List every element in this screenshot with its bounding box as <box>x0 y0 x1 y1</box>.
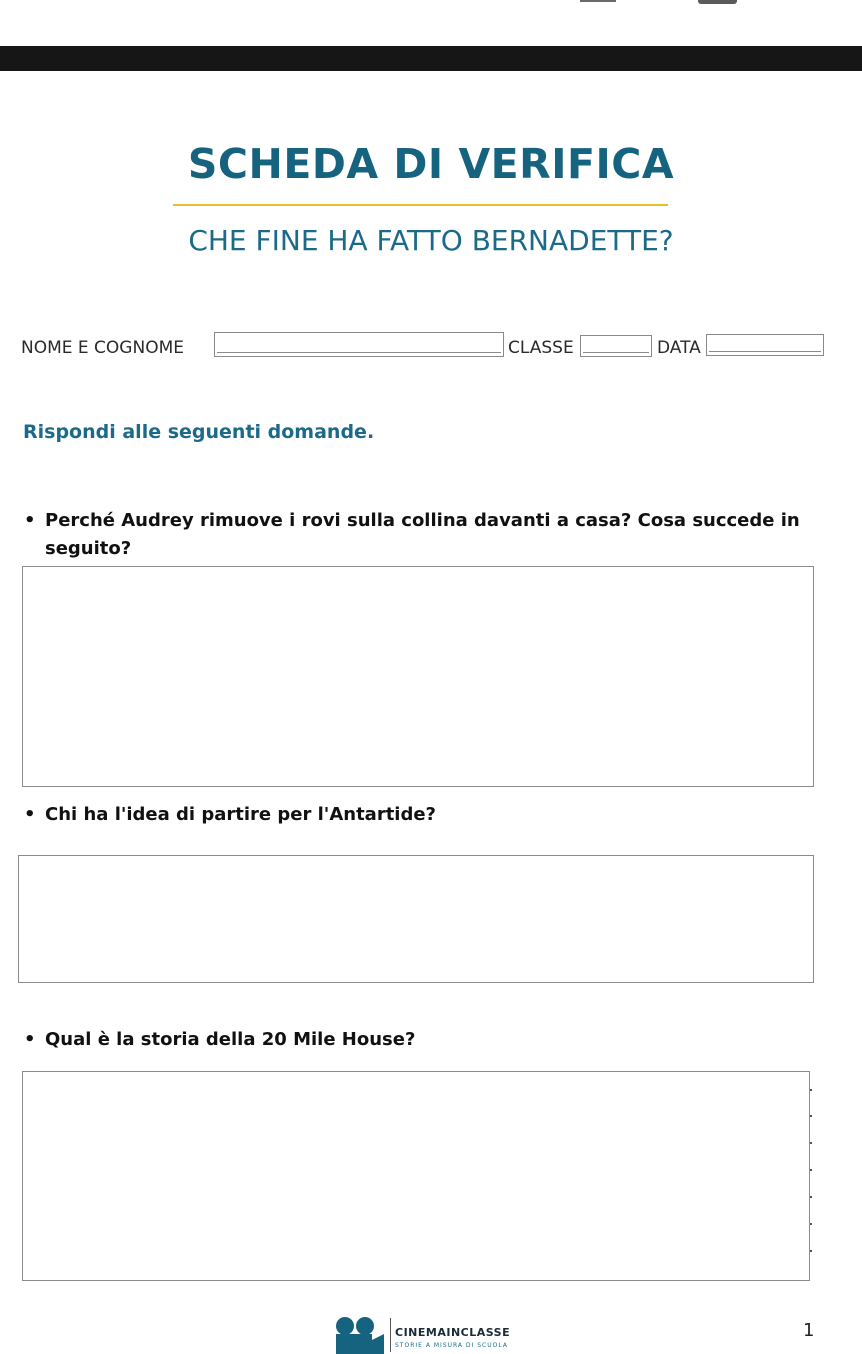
bullet-icon: • <box>24 804 36 825</box>
name-field[interactable] <box>214 332 504 357</box>
browser-top-area <box>0 0 862 46</box>
instructions: Rispondi alle seguenti domande. <box>23 421 375 443</box>
question-1 <box>24 507 824 563</box>
bullet-icon: • <box>24 1029 36 1050</box>
page-number: 1 <box>803 1320 815 1341</box>
question-text: Qual è la storia della 20 Mile House? <box>45 1029 416 1050</box>
answer-box-2[interactable] <box>18 855 814 983</box>
name-field-underline <box>217 352 501 353</box>
question-text: Chi ha l'idea di partire per l'Antartide? <box>45 804 436 825</box>
question-2 <box>24 801 824 829</box>
answer-box-1[interactable] <box>22 566 814 787</box>
class-field-underline <box>583 352 649 353</box>
date-field-underline <box>709 351 821 352</box>
bullet-icon: • <box>24 510 36 531</box>
class-label: CLASSE <box>508 338 574 358</box>
answer-box-edge-marks <box>810 1085 813 1275</box>
footer-brand: CINEMAINCLASSE <box>395 1326 511 1339</box>
footer-tagline: STORIE A MISURA DI SCUOLA <box>395 1342 508 1349</box>
film-camera-logo-icon <box>334 1316 386 1354</box>
class-field[interactable] <box>580 335 652 357</box>
footer-divider <box>390 1318 391 1352</box>
title-underline <box>173 204 668 206</box>
date-label: DATA <box>657 338 701 358</box>
tab-indicator <box>580 0 616 2</box>
question-text: Perché Audrey rimuove i rovi sulla collina davanti a casa? Cosa succede in seguito? <box>45 510 800 559</box>
worksheet-subtitle: CHE FINE HA FATTO BERNADETTE? <box>188 224 674 257</box>
worksheet-title: SCHEDA DI VERIFICA <box>187 140 675 188</box>
viewer-toolbar <box>0 46 862 71</box>
name-label: NOME E COGNOME <box>21 338 184 358</box>
question-3 <box>24 1026 824 1054</box>
answer-box-3[interactable] <box>22 1071 810 1281</box>
toolbar-button[interactable] <box>698 0 737 4</box>
date-field[interactable] <box>706 334 824 356</box>
